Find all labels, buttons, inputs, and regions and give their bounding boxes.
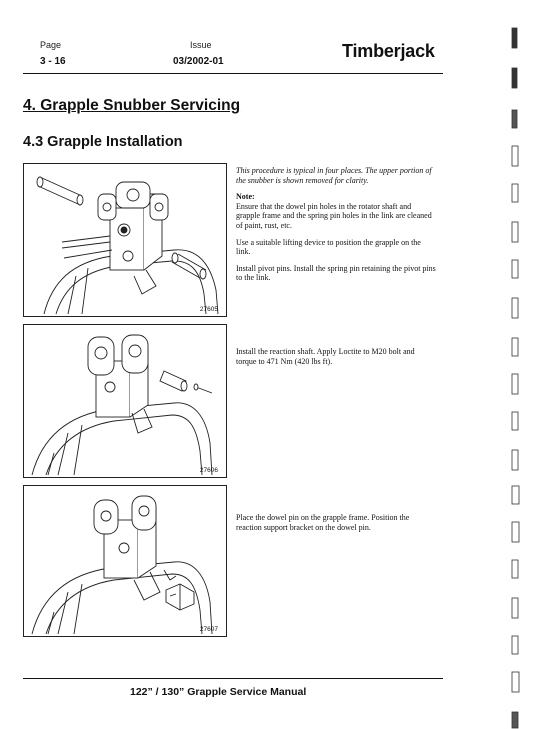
figure-2 (23, 324, 227, 478)
footer-rule (23, 678, 443, 679)
note-text: Ensure that the dowel pin holes in the rotator shaft and grapple frame and the spring pin holes in the link are cleaned of paint, rust, etc. (236, 201, 432, 230)
dowel-pin-bracket-illustration (24, 486, 226, 636)
step-2-text (236, 347, 436, 373)
grapple-link-pivot-pins-illustration (24, 164, 226, 316)
subsection-title: 4.3 Grapple Installation (23, 134, 183, 150)
instruction-reaction-shaft: Install the reaction shaft. Apply Loctite to M20 bolt and torque to 471 Nm (420 lbs ft). (236, 347, 415, 366)
page-number: 3 - 16 (40, 56, 66, 67)
figure-number: 27606 (199, 467, 218, 474)
header-rule (23, 73, 443, 74)
step-1-text (236, 166, 436, 290)
section-title: 4. Grapple Snubber Servicing (23, 97, 241, 114)
footer-title: 122” / 130” Grapple Service Manual (130, 686, 307, 698)
figure-number: 27605 (199, 306, 218, 313)
note-label: Note: (236, 192, 255, 202)
issue-label: Issue (190, 40, 212, 50)
figure-number: 27607 (199, 626, 218, 633)
brand-logo-text: Timberjack (342, 41, 435, 61)
step-3-text (236, 513, 436, 539)
figure-1 (23, 163, 227, 317)
instruction-lifting: Use a suitable lifting device to position the grapple on the link. (236, 237, 421, 257)
reaction-shaft-illustration (24, 325, 226, 477)
procedure-intro: This procedure is typical in four places. The upper portion of the snubber is shown removed for clarity. (236, 166, 432, 185)
binder-edge-marks (508, 20, 524, 729)
figure-3 (23, 485, 227, 637)
page-label: Page (40, 40, 62, 50)
instruction-dowel-pin: Place the dowel pin on the grapple frame. Position the reaction support bracket on the dowel pin. (236, 513, 410, 532)
issue-date: 03/2002-01 (173, 56, 224, 67)
instruction-pivot-pins: Install pivot pins. Install the spring pin retaining the pivot pins to the link. (236, 263, 436, 283)
